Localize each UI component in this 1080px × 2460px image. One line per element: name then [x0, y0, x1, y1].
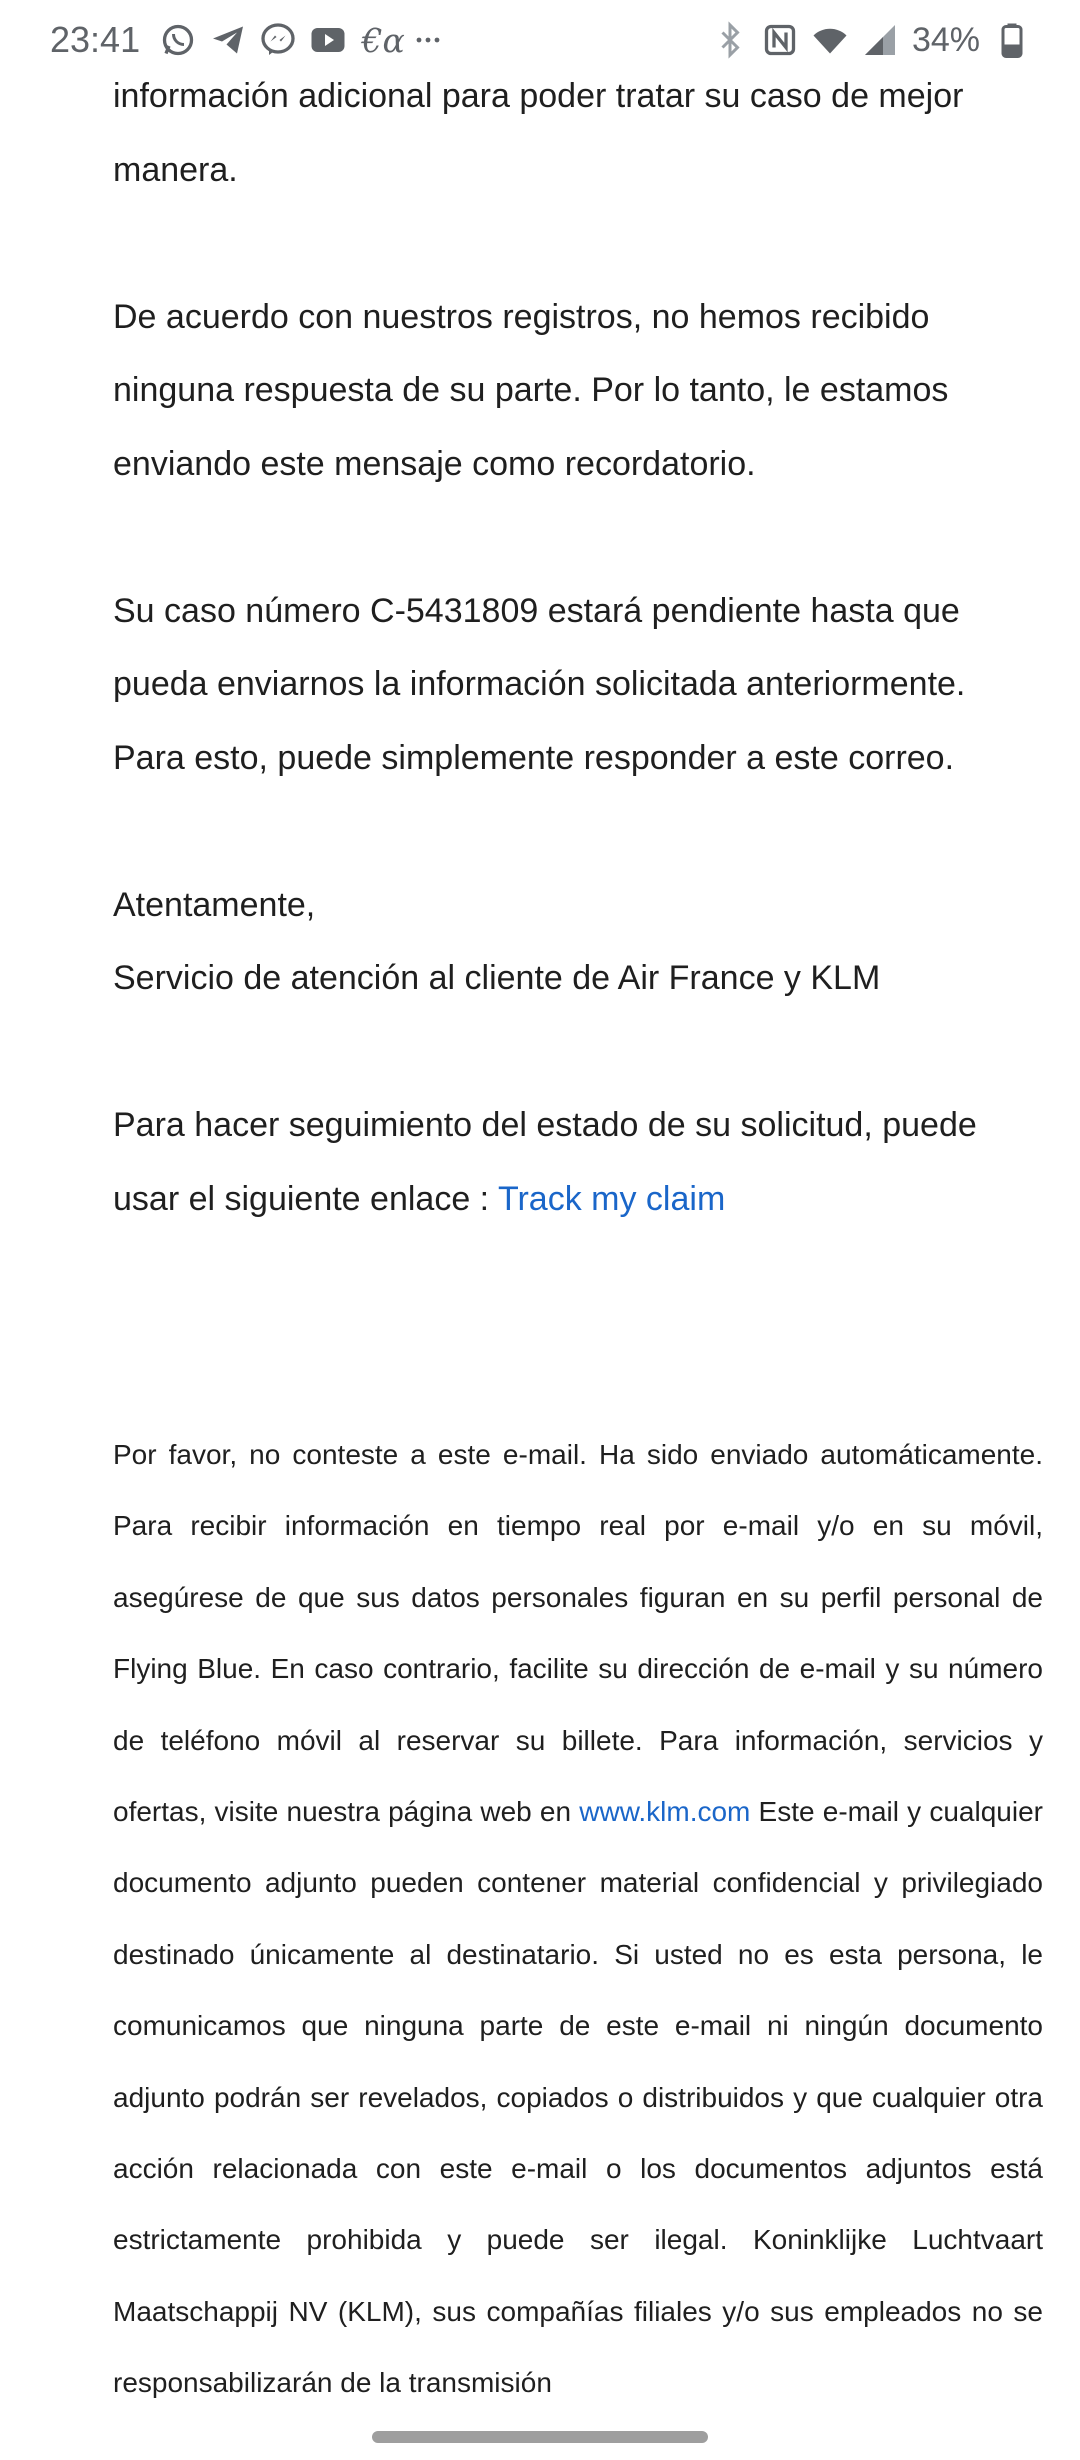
tracking-text: Para hacer seguimiento del estado de su solicitud, puede usar el siguiente enlace : — [113, 1106, 977, 1218]
track-my-claim-link[interactable]: Track my claim — [497, 1179, 726, 1218]
svg-text:€α: €α — [361, 21, 405, 60]
status-left — [50, 19, 446, 61]
euro-app-icon — [360, 21, 405, 60]
intro-line-2: manera. — [113, 150, 238, 189]
disclaimer-text-1: Por favor, no conteste a este e-mail. Ha sido enviado automáticamente. Para recibir información en tiempo real por e-mail y/o en su móvil, asegúrese de que sus datos personales figuran en su perfil personal de Flying Blue. En caso contrario, facilite su dirección de e-mail y su número de teléfono móvil al reservar su billete. Para información, servicios y ofertas, visite nuestra página web en — [113, 1439, 1043, 1828]
gesture-nav-handle[interactable] — [372, 2431, 708, 2443]
messenger-icon — [260, 22, 296, 58]
registry-paragraph: De acuerdo con nuestros registros, no hemos recibido ninguna respuesta de su parte. Por lo tanto, le estamos enviando este mensaje como recordatorio. — [113, 297, 949, 483]
email-body — [113, 60, 1043, 2419]
status-right — [712, 21, 1030, 60]
nfc-icon — [762, 22, 798, 58]
disclaimer — [113, 1419, 1043, 2419]
tracking-paragraph — [113, 1089, 1043, 1236]
signature: Servicio de atención al cliente de Air France y KLM — [113, 959, 881, 997]
youtube-icon — [310, 22, 346, 58]
signal-icon — [862, 22, 898, 58]
intro-line-1: información adicional para poder tratar su caso de mejor — [113, 77, 964, 115]
closing: Atentamente, — [113, 885, 316, 924]
bluetooth-icon — [712, 22, 748, 58]
telegram-icon — [210, 22, 246, 58]
wifi-icon — [812, 22, 848, 58]
battery-percentage: 34% — [911, 20, 980, 59]
case-paragraph: Su caso número C-5431809 estará pendiente hasta que pueda enviarnos la información solicitada anteriormente. Para esto, puede simplemente responder a este correo. — [113, 591, 966, 777]
more-notifications-icon — [410, 22, 446, 58]
klm-website-link[interactable]: www.klm.com — [579, 1796, 751, 1828]
disclaimer-text-2: Este e-mail y cualquier documento adjunto pueden contener material confidencial y privilegiado destinado únicamente al destinatario. Si usted no es esta persona, le comunicamos que ninguna parte de este e-mail ni ningún documento adjunto podrán ser revelados, copiados o distribuidos y que cualquier otra acción relacionada con este e-mail o los documentos adjuntos está estrictamente prohibida y puede ser ilegal. Koninklijke Luchtvaart Maatschappij NV (KLM), sus compañías filiales y/o sus empleados no se responsabilizarán de la transmisión — [113, 1796, 1043, 2399]
battery-icon — [994, 22, 1030, 58]
whatsapp-icon — [160, 22, 196, 58]
status-time: 23:41 — [50, 19, 141, 60]
